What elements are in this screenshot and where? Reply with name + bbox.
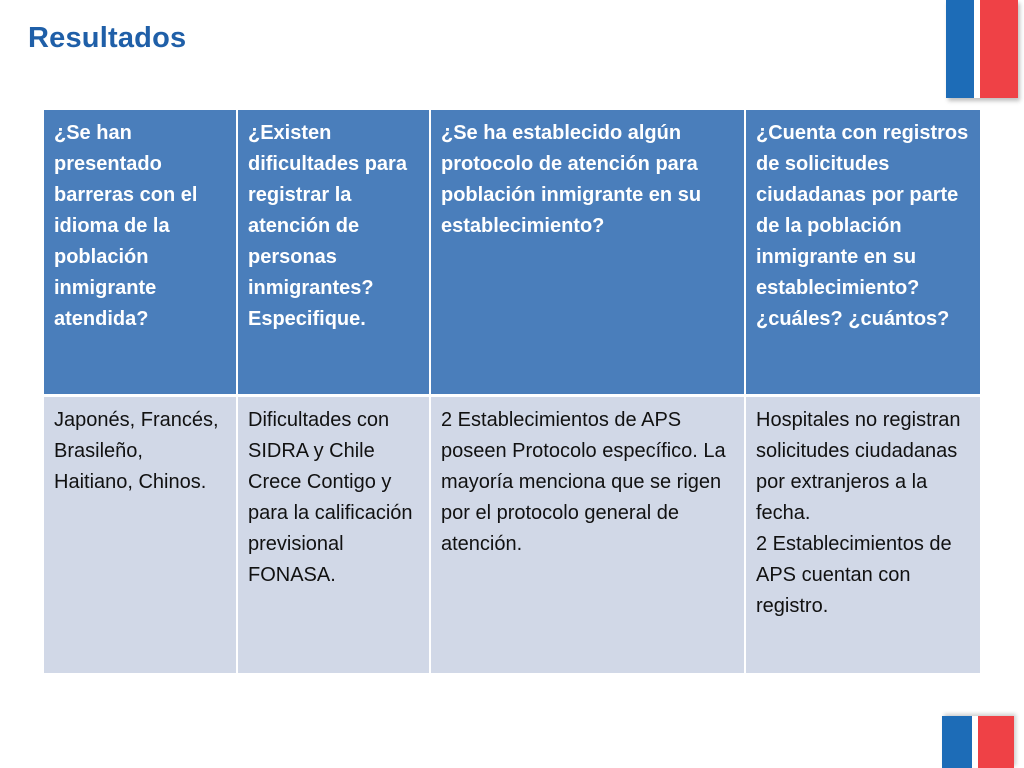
header-registration-difficulties: ¿Existen dificultades para registrar la atención de personas inmigrantes? Especifique. bbox=[237, 110, 430, 396]
cell-care-protocol: 2 Establecimientos de APS poseen Protocolo específico. La mayoría menciona que se rigen por el protocolo general de atención. bbox=[430, 396, 745, 674]
header-language-barriers: ¿Se han presentado barreras con el idioma de la población inmigrante atendida? bbox=[44, 110, 237, 396]
flag-red-bar bbox=[980, 0, 1018, 98]
flag-blue-bar bbox=[946, 0, 974, 98]
header-citizen-requests: ¿Cuenta con registros de solicitudes ciudadanas por parte de la población inmigrante en su establecimiento? ¿cuáles? ¿cuántos? bbox=[745, 110, 980, 396]
flag-blue-bar bbox=[942, 716, 972, 768]
flag-red-bar bbox=[978, 716, 1014, 768]
results-table-container bbox=[44, 110, 980, 673]
table-row bbox=[44, 396, 980, 674]
table-header-row bbox=[44, 110, 980, 396]
results-table bbox=[44, 110, 980, 673]
flag-decoration-top bbox=[946, 0, 1018, 98]
header-care-protocol: ¿Se ha establecido algún protocolo de atención para población inmigrante en su establecimiento? bbox=[430, 110, 745, 396]
cell-citizen-requests: Hospitales no registran solicitudes ciudadanas por extranjeros a la fecha. 2 Establecimientos de APS cuentan con registro. bbox=[745, 396, 980, 674]
flag-decoration-bottom bbox=[942, 716, 1014, 768]
cell-languages: Japonés, Francés, Brasileño, Haitiano, Chinos. bbox=[44, 396, 237, 674]
page-title: Resultados bbox=[28, 22, 187, 54]
cell-registration-difficulties: Dificultades con SIDRA y Chile Crece Contigo y para la calificación previsional FONASA. bbox=[237, 396, 430, 674]
